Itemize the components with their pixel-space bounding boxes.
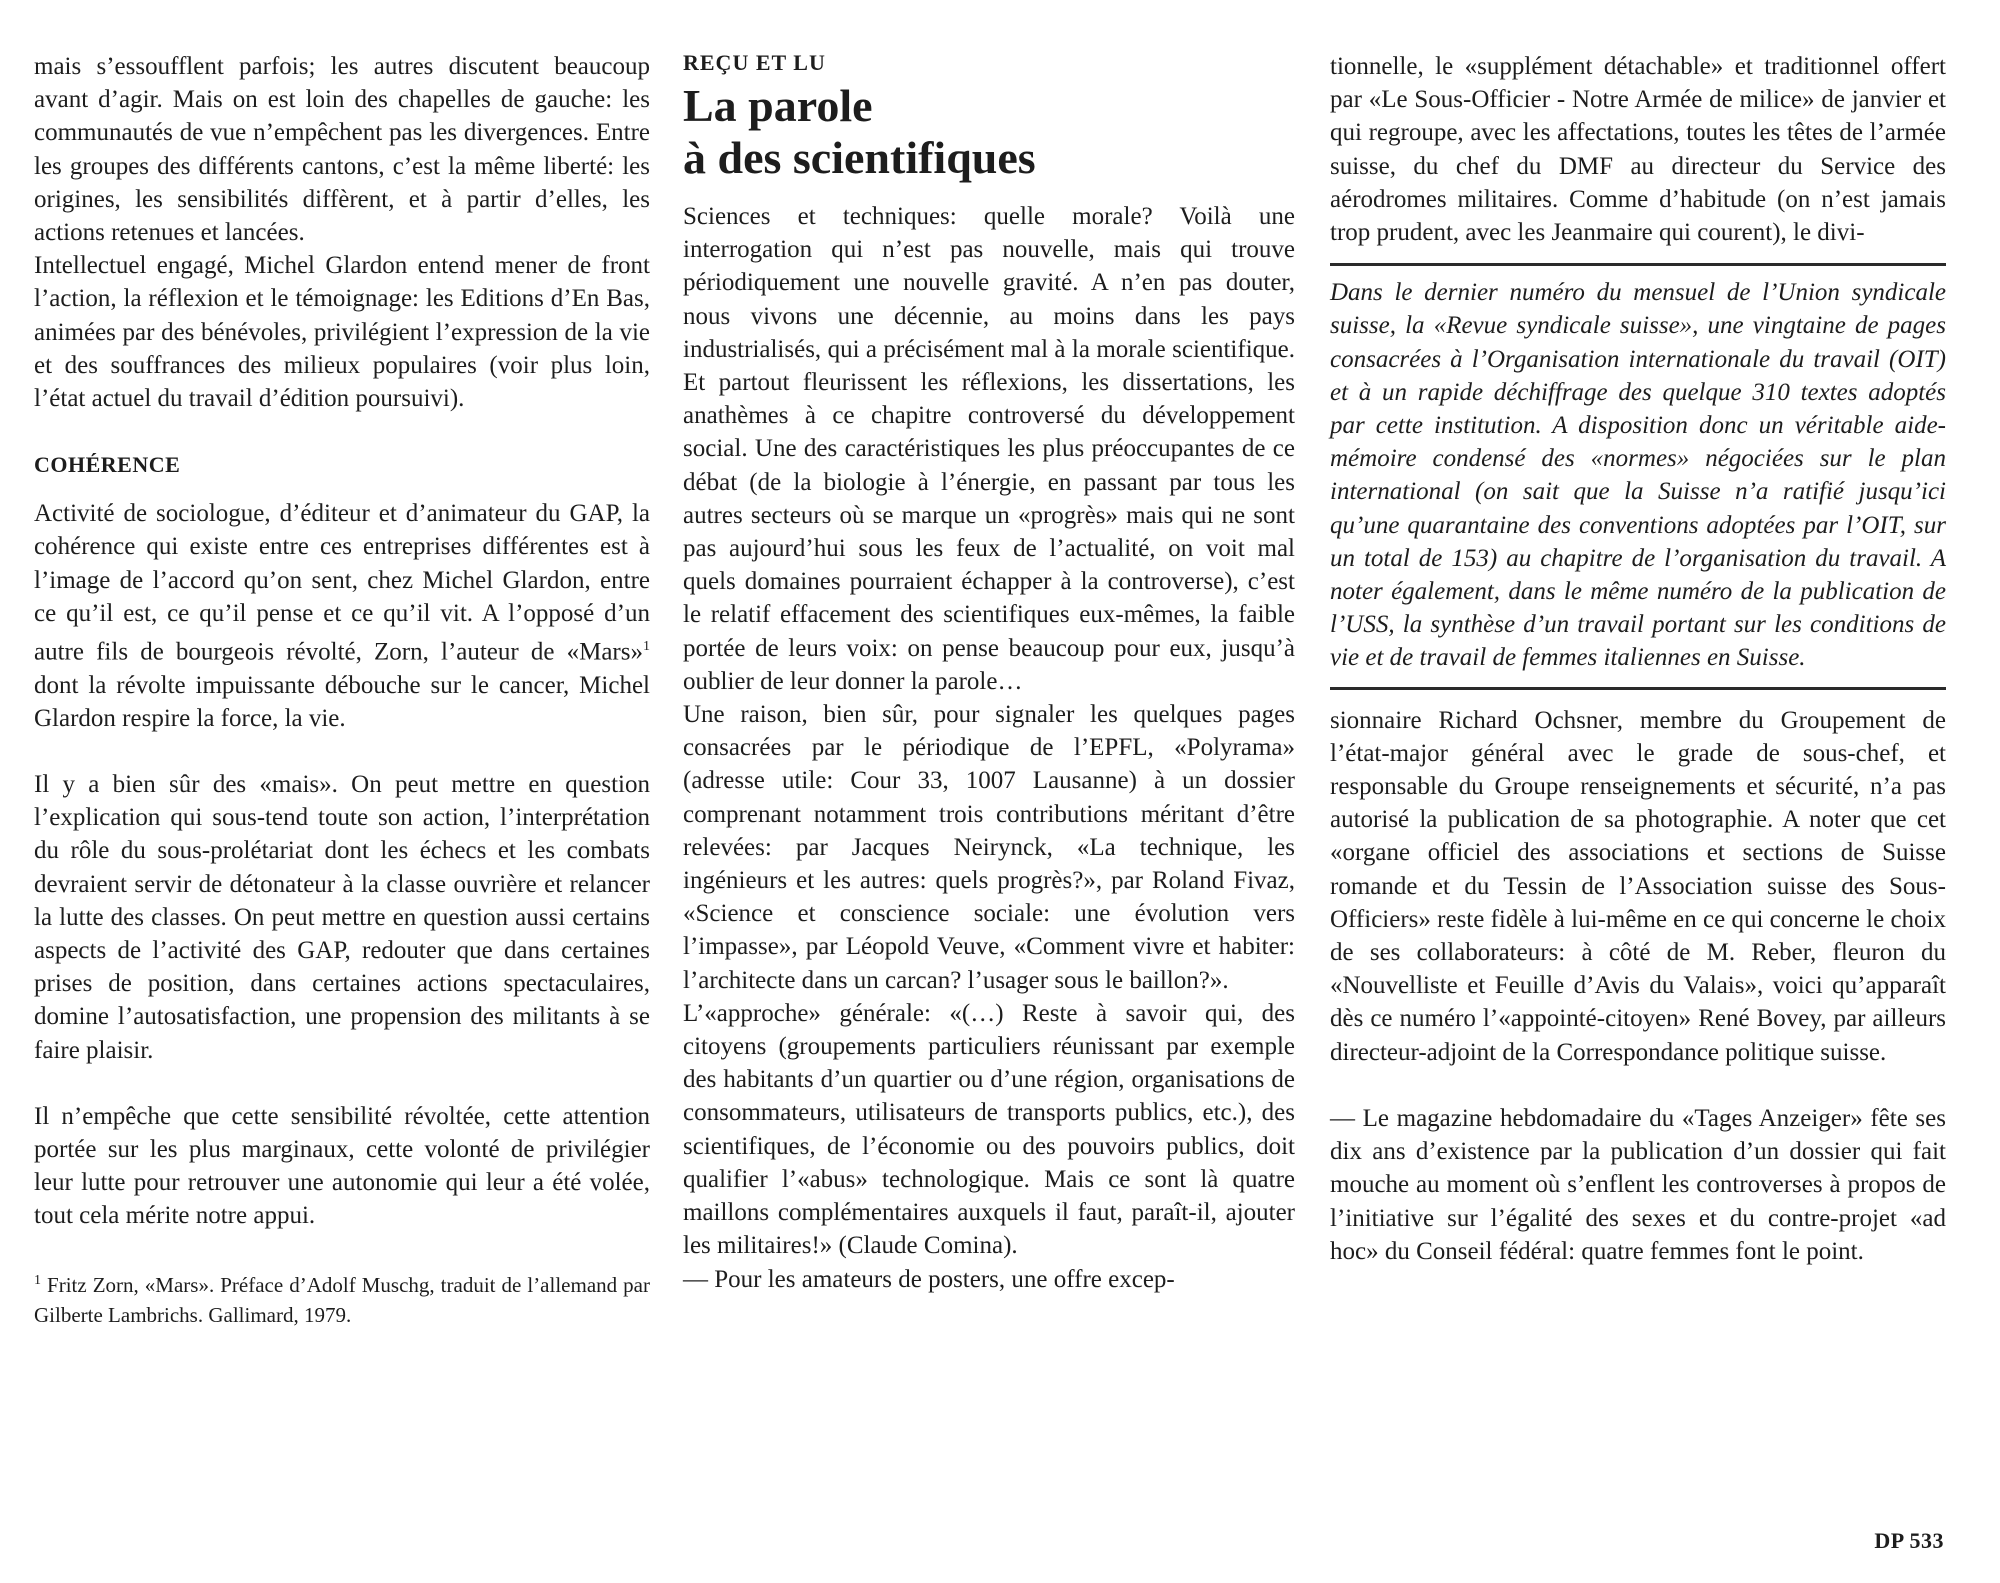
paragraph: Il n’empêche que cette sensibilité révoltée, cette attention portée sur les plus marginaux, cette volonté de privilégier leur lutte pour retrouver une autonomie qui leur a été volée, tout cela mérite notre appui. [34, 1102, 650, 1230]
section-heading: COHÉRENCE [34, 452, 181, 478]
footnote [34, 1266, 650, 1330]
paragraph [34, 497, 650, 735]
article-title [683, 80, 1295, 184]
paragraph-text: dont la révolte impuissante débouche sur le cancer, Michel Glardon respire la force, la vie. [34, 671, 650, 732]
paragraph: — Pour les amateurs de posters, une offre excep- [683, 1265, 1175, 1293]
paragraph: tionnelle, le «supplément détachable» et traditionnel offert par «Le Sous-Officier - Notre Armée de milice» de janvier et qui regroupe, avec les affectations, toutes les têtes de l’armée suisse, du chef du DMF au directeur du Service des aérodromes militaires. Comme d’habitude (on n’est jamais trop prudent, avec les Jeanmaire qui courent), le divi- [1330, 53, 1946, 247]
boxed-note [1330, 263, 1946, 689]
column-right [1330, 50, 1946, 1268]
paragraph: Sciences et techniques: quelle morale? Voilà une interrogation qui n’est pas nouvelle, mais qui trouve périodiquement une nouvelle gravité. A n’en pas douter, nous vivons une décennie, au moins dans les pays industrialisés, qui a précisément mal à la morale scientifique. Et partout fleurissent les réflexions, les dissertations, les anathèmes à ce chapitre controversé du développement social. Une des caractéristiques les plus préoccupantes de ce débat (de la biologie à l’énergie, en passant par tous les autres secteurs où se marque un «progrès» mais qui ne sont pas aujourd’hui sous les feux de l’actualité, on voit mal quels domaines pourraient échapper à la controverse), c’est le relatif effacement des scientifiques eux-mêmes, la faible portée de leurs voix: on pense beaucoup pour eux, jusqu’à oublier de leur donner la parole… [683, 203, 1295, 695]
paragraph: Intellectuel engagé, Michel Glardon entend mener de front l’action, la réflexion et le témoignage: les Editions d’En Bas, animées par des bénévoles, privilégient l’expression de la vie et des souffrances des milieux populaires (voir plus loin, l’état actuel du travail d’édition poursuivi). [34, 252, 650, 413]
boxed-note-text: Dans le dernier numéro du mensuel de l’Union syndicale suisse, la «Revue syndicale suisse», une vingtaine de pages consacrées à l’Organisation internationale du travail (OIT) et à un rapide déchiffrage des quelque 310 textes adoptés par cette institution. A disposition donc un véritable aide-mémoire condensé des «normes» négociées sur le plan international (on sait que la Suisse n’a ratifié jusqu’ici qu’une quarantaine des conventions adoptées par l’OIT, sur un total de 153) au chapitre de l’organisation du travail. A noter également, dans le même numéro de la publication de l’USS, la synthèse d’un travail portant sur les conditions de vie et de travail de femmes italiennes en Suisse. [1330, 279, 1946, 672]
article-title-line: La parole [683, 80, 873, 131]
column-left [34, 50, 650, 1330]
paragraph: sionnaire Richard Ochsner, membre du Groupement de l’état-major général avec le grade de sous-chef, et responsable du Groupe renseignements et sécurité, n’a pas autorisé la publication de sa photographie. A noter que cet «organe officiel des associations et sections de Suisse romande et du Tessin de l’Association suisse des Sous-Officiers» reste fidèle à lui-même en ce qui concerne le choix de ses collaborateurs: à côté de M. Reber, fleuron du «Nouvelliste et Feuille d’Avis du Valais», voici qu’apparaît dès ce numéro l’«appointé-citoyen» René Bovey, par ailleurs directeur-adjoint de la Correspondance politique suisse. [1330, 706, 1946, 1066]
page-folio: DP 533 [1874, 1528, 1944, 1553]
paragraph: Une raison, bien sûr, pour signaler les quelques pages consacrées par le périodique de l’EPFL, «Polyrama» (adresse utile: Cour 33, 1007 Lausanne) à un dossier comprenant notamment trois contributions méritant d’être relevées: par Jacques Neirynck, «La technique, les ingénieurs et les autres: quels progrès?», par Roland Fivaz, «Science et conscience sociale: une évolution vers l’impasse», par Léopold Veuve, «Comment vivre et habiter: l’architecte dans un carcan? l’usager sous le baillon?». [683, 701, 1295, 994]
article-title-line: à des scientifiques [683, 132, 1036, 183]
paragraph: L’«approche» générale: «(…) Reste à savoir qui, des citoyens (groupements particuliers réunissant par exemple des habitants d’un quartier ou d’une région, organisations de consommateurs, utilisateurs de transports publics, etc.), des scientifiques, de l’économie ou des pouvoirs publics, doit qualifier l’«abus» technologique. Mais ce sont là quatre maillons complémentaires auxquels il faut, paraît-il, ajouter les militaires!» (Claude Comina). [683, 999, 1295, 1260]
paragraph: Il y a bien sûr des «mais». On peut mettre en question l’explication qui sous-tend toute son action, l’interprétation du rôle du sous-prolétariat dont les échecs et les combats devraient servir de détonateur à la classe ouvrière et relancer la lutte des classes. On peut mettre en question aussi certains aspects de l’activité des GAP, redouter que dans certaines prises de position, dans certaines actions spectaculaires, domine l’autosatisfaction, une propension des militants à se faire plaisir. [34, 770, 650, 1064]
paragraph-text: Activité de sociologue, d’éditeur et d’animateur du GAP, la cohérence qui existe entre ces entreprises différentes est à l’image de l’accord qu’on sent, chez Michel Glardon, entre ce qu’il est, ce qu’il pense et ce qu’il vit. A l’opposé d’un autre fils de bourgeois révolté, Zorn, l’auteur de «Mars» [34, 500, 650, 666]
paragraph: mais s’essoufflent parfois; les autres discutent beaucoup avant d’agir. Mais on est loin des chapelles de gauche: les communautés de vue n’empêchent pas les divergences. Entre les groupes des différents cantons, c’est la même liberté: les origines, les sensibilités diffèrent, et à partir d’elles, les actions retenues et lancées. [34, 53, 650, 247]
footnote-mark: 1 [34, 1272, 41, 1288]
column-middle [683, 50, 1295, 1296]
footnote-text: Fritz Zorn, «Mars». Préface d’Adolf Muschg, traduit de l’allemand par Gilberte Lambrichs. Gallimard, 1979. [34, 1272, 650, 1327]
section-kicker: REÇU ET LU [683, 50, 826, 75]
paragraph: — Le magazine hebdomadaire du «Tages Anzeiger» fête ses dix ans d’existence par la publication d’un dossier qui fait mouche au moment où s’enflent les controverses à propos de l’initiative sur l’égalité des sexes et du contre-projet «ad hoc» du Conseil fédéral: quatre femmes font le point. [1330, 1104, 1946, 1265]
footnote-ref: 1 [643, 639, 650, 655]
